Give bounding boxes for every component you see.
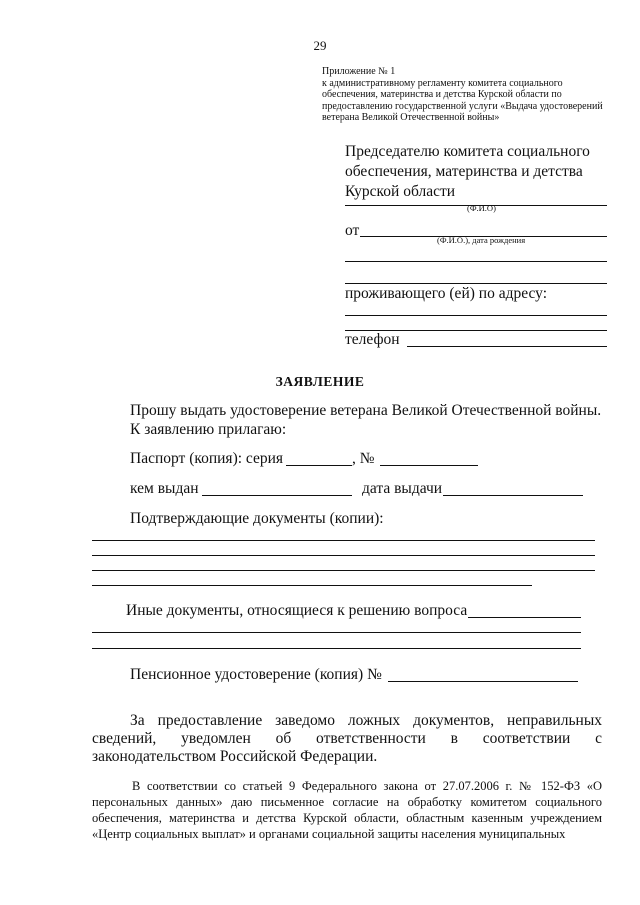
request-line: Прошу выдать удостоверение ветерана Великой Отечественной войны.: [130, 402, 602, 419]
issued-by-line[interactable]: [202, 495, 352, 496]
addressee-line: Председателю комитета социального: [345, 143, 590, 160]
request-line: К заявлению прилагаю:: [130, 421, 287, 438]
fio-birth-hint: (Ф.И.О.), дата рождения: [437, 235, 526, 245]
confirming-docs-line[interactable]: [92, 585, 532, 586]
phone-label: телефон: [345, 331, 400, 348]
appendix-line: обеспечения, материнства и детства Курской области по: [322, 89, 562, 100]
appendix-line: предоставлению государственной услуги «Выдача удостоверений: [322, 100, 603, 112]
passport-series-line[interactable]: [286, 465, 352, 466]
addressee-line: Курской области: [345, 183, 456, 200]
page-number: 29: [313, 38, 327, 53]
consent-paragraph: В соответствии со статьей 9 Федерального закона от 27.07.2006 г. № 152-ФЗ «О персональных данных» даю письменное согласие на обработку комитетом социального обеспечения, материнства и детства Курской области, областным казенным учреждением «Центр социальных выплат» и органами социальной защиты населения муниципальных: [92, 779, 602, 841]
request-text: [130, 401, 610, 439]
passport-label: Паспорт (копия): серия: [130, 450, 284, 467]
applicant-extra-line[interactable]: [345, 261, 607, 262]
other-docs-line[interactable]: [92, 648, 581, 649]
confirming-docs-label: Подтверждающие документы (копии):: [130, 510, 384, 527]
applicant-extra-line[interactable]: [345, 283, 607, 284]
passport-number-line[interactable]: [380, 465, 478, 466]
appendix-line: ветерана Великой Отечественной войны»: [322, 112, 500, 123]
confirming-docs-line[interactable]: [92, 570, 595, 571]
other-docs-line[interactable]: [468, 617, 581, 618]
from-label: от: [345, 222, 360, 239]
issue-date-label: дата выдачи: [362, 480, 443, 497]
issue-date-line[interactable]: [443, 495, 583, 496]
issued-by-label: кем выдан: [130, 480, 199, 497]
fio-hint: (Ф.И.О): [467, 203, 496, 213]
phone-line[interactable]: [407, 346, 607, 347]
residing-label: проживающего (ей) по адресу:: [345, 285, 547, 302]
pension-label: Пенсионное удостоверение (копия) №: [130, 666, 382, 683]
other-docs-label: Иные документы, относящиеся к решению вопроса: [126, 602, 468, 619]
appendix-block: [322, 66, 622, 124]
address-line[interactable]: [345, 315, 607, 316]
addressee-line: обеспечения, материнства и детства: [345, 163, 583, 180]
appendix-title: Приложение № 1: [322, 66, 396, 77]
addressee-block: [345, 142, 615, 202]
appendix-line: к административному регламенту комитета социального: [322, 77, 563, 89]
document-title: ЗАЯВЛЕНИЕ: [275, 374, 365, 389]
confirming-docs-line[interactable]: [92, 540, 595, 541]
pension-number-line[interactable]: [388, 681, 578, 682]
other-docs-line[interactable]: [92, 632, 581, 633]
liability-paragraph: За предоставление заведомо ложных документов, неправильных сведений, уведомлен об ответственности в соответствии с законодательством Российской Федерации.: [92, 712, 602, 765]
confirming-docs-line[interactable]: [92, 555, 595, 556]
passport-number-sep: , №: [352, 450, 375, 467]
